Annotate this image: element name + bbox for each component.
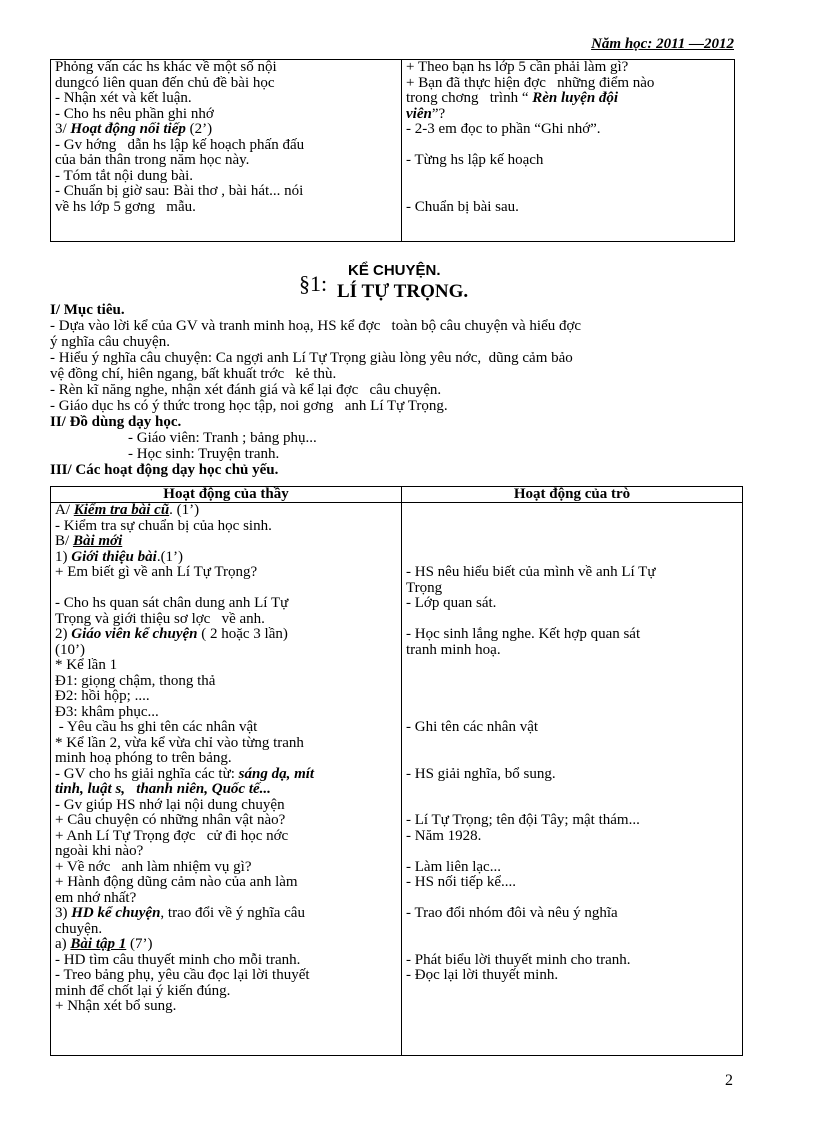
student-line: - HS nối tiếp kể.... — [406, 874, 516, 890]
teacher-line: A/ Kiểm tra bài cũ. (1’) — [55, 502, 200, 518]
teacher-column-header: Hoạt động của thầy — [51, 487, 402, 503]
student-line — [406, 705, 738, 721]
student-line — [406, 138, 730, 154]
student-line — [406, 689, 738, 705]
teacher-line: Đ2: hồi hộp; .... — [55, 688, 150, 704]
teacher-line — [55, 581, 397, 597]
teacher-line: * Kể lần 2, vừa kể vừa chỉ vào từng tranh — [55, 734, 304, 751]
student-line: - 2-3 em đọc to phần “Ghi nhớ”. — [406, 121, 601, 137]
student-line — [406, 184, 730, 200]
teacher-line: em nhớ nhất? — [55, 889, 137, 906]
activities-heading: III/ Các hoạt động dạy học chủ yếu. — [50, 462, 279, 478]
teacher-line — [55, 782, 397, 798]
objective-line: - Dựa vào lời kể của GV và tranh minh hoạ, HS kể đợc toàn bộ câu chuyện và hiểu đợc — [50, 318, 582, 334]
student-line: - Ghi tên các nhân vật — [406, 719, 539, 735]
objectives-heading: I/ Mục tiêu. — [50, 302, 125, 318]
teacher-line: của bản thân trong năm học này. — [55, 152, 250, 168]
lesson-title: LÍ TỰ TRỌNG. — [337, 281, 469, 302]
objective-line: - Hiểu ý nghĩa câu chuyện: Ca ngợi anh Lí Tự Trọng giàu lòng yêu nớc, dũng cảm bảo — [50, 350, 573, 366]
teacher-line: - Chuẩn bị giờ sau: Bài thơ , bài hát... nói — [55, 183, 304, 199]
student-line-emphasis: viên — [406, 105, 432, 122]
student-column-header: Hoạt động của trò — [402, 487, 743, 503]
teacher-line: + Về nớc anh làm nhiệm vụ gì? — [55, 858, 252, 875]
teacher-line: ngoài khi nào? — [55, 843, 144, 859]
student-activities — [402, 503, 743, 1056]
teacher-line: 3) HD kể chuyện, trao đổi về ý nghĩa câu — [55, 905, 305, 921]
teacher-line: - Gv hớng dẫn hs lập kế hoạch phấn đấu — [55, 136, 305, 153]
student-line — [406, 169, 730, 185]
teacher-line: - Cho hs quan sát chân dung anh Lí Tự — [55, 595, 289, 611]
student-line: - Phát biểu lời thuyết minh cho tranh. — [406, 951, 631, 968]
objective-line: - Giáo dục hs có ý thức trong học tập, noi gơng anh Lí Tự Trọng. — [50, 398, 448, 414]
teacher-line: 2) Giáo viên kể chuyện ( 2 hoặc 3 lần) — [55, 626, 288, 642]
student-line: - HS nêu hiểu biết của mình về anh Lí Tự — [406, 564, 656, 580]
student-line: - Từng hs lập kế hoạch — [406, 152, 544, 168]
teacher-line: minh để chốt lại ý kiến đúng. — [55, 982, 231, 999]
teacher-line: dungcó liên quan đến chủ đề bài học — [55, 74, 275, 91]
teacher-line: - Treo bảng phụ, yêu cầu đọc lại lời thuyết — [55, 967, 310, 983]
student-line — [406, 922, 738, 938]
teacher-line: B/ Bài mới — [55, 533, 123, 549]
teacher-line-emphasis: Giới thiệu bài — [71, 548, 157, 565]
teacher-line: Đ1: giọng chậm, thong thả — [55, 672, 216, 689]
student-line — [406, 550, 738, 566]
teacher-line-emphasis: Kiểm tra bài cũ — [73, 502, 170, 518]
activities-table — [50, 486, 743, 1056]
student-line: - Trao đổi nhóm đôi và nêu ý nghĩa — [406, 905, 618, 921]
teacher-line: + Hành động dũng cảm nào của anh làm — [55, 874, 298, 890]
materials-heading: II/ Đồ dùng dạy học. — [50, 414, 182, 430]
page-number: 2 — [725, 1072, 733, 1089]
student-line — [406, 937, 738, 953]
material-line: - Giáo viên: Tranh ; bảng phụ... — [128, 430, 317, 446]
teacher-line: a) Bài tập 1 (7’) — [55, 936, 153, 952]
teacher-line: 1) Giới thiệu bài.(1’) — [55, 548, 184, 565]
student-line: - Lớp quan sát. — [406, 595, 497, 611]
objective-line: - Rèn kĩ năng nghe, nhận xét đánh giá và kể lại đợc câu chuyện. — [50, 382, 442, 398]
material-line: - Học sinh: Truyện tranh. — [128, 446, 280, 462]
student-line — [406, 658, 738, 674]
teacher-line: 3/ Hoạt động nối tiếp (2’) — [55, 121, 213, 137]
teacher-line: - Nhận xét và kết luận. — [55, 90, 192, 106]
objective-line: ý nghĩa câu chuyện. — [50, 334, 170, 350]
student-line — [406, 503, 738, 519]
teacher-line: - Kiểm tra sự chuẩn bị của học sinh. — [55, 517, 272, 534]
teacher-line: + Câu chuyện có những nhân vật nào? — [55, 812, 286, 828]
student-line — [406, 519, 738, 535]
teacher-activities — [51, 503, 402, 1056]
student-line — [406, 782, 738, 798]
student-line — [406, 736, 738, 752]
lesson-subject: KỂ CHUYỆN. — [348, 262, 441, 279]
teacher-line: Đ3: khâm phục... — [55, 703, 159, 720]
student-line: trong chơng trình “ Rèn luyện đội — [406, 90, 619, 106]
teacher-line: + Nhận xét bổ sung. — [55, 998, 177, 1014]
objectives-section — [50, 302, 581, 478]
teacher-line-emphasis: sáng dạ, mít — [238, 765, 315, 782]
student-line: tranh minh hoạ. — [406, 641, 501, 658]
school-year-header: Năm học: 2011 —2012 — [591, 36, 734, 52]
student-line: viên”? — [406, 105, 446, 122]
teacher-line-emphasis: tinh, luật s, thanh niên, Quốc tế... — [55, 781, 271, 797]
teacher-line: Phỏng vấn các hs khác về một số nội — [55, 59, 277, 75]
teacher-line-emphasis: Bài tập 1 — [70, 936, 127, 952]
teacher-line-emphasis: Hoạt động nối tiếp — [70, 121, 186, 137]
teacher-line: - Gv giúp HS nhớ lại nội dung chuyện — [55, 796, 285, 813]
student-line — [406, 891, 738, 907]
student-line: - HS giải nghĩa, bổ sung. — [406, 765, 556, 782]
teacher-line-emphasis: HD kể chuyện — [71, 905, 161, 921]
student-line — [406, 844, 738, 860]
student-line — [406, 534, 738, 550]
teacher-line: + Anh Lí Tự Trọng đợc cử đi học nớc — [55, 827, 289, 844]
teacher-line: + Em biết gì về anh Lí Tự Trọng? — [55, 564, 258, 580]
teacher-line: Trọng và giới thiệu sơ lợc về anh. — [55, 610, 265, 627]
student-column — [402, 60, 735, 242]
student-line — [406, 751, 738, 767]
section-number: §1: — [299, 271, 328, 296]
student-line — [406, 999, 738, 1015]
student-line: - Đọc lại lời thuyết minh. — [406, 967, 559, 983]
teacher-line: - GV cho hs giải nghĩa các từ: sáng dạ, mít — [55, 765, 315, 782]
student-line — [406, 984, 738, 1000]
teacher-line: chuyện. — [55, 920, 103, 937]
teacher-line: (10’) — [55, 641, 85, 658]
teacher-line: - Cho hs nêu phần ghi nhớ — [55, 105, 214, 122]
student-line: - Lí Tự Trọng; tên đội Tây; mật thám... — [406, 812, 640, 828]
student-line: + Bạn đã thực hiện đợc những điểm nào — [406, 74, 655, 91]
teacher-line: - HD tìm câu thuyết minh cho mỗi tranh. — [55, 951, 301, 968]
student-line: Trọng — [406, 579, 443, 596]
student-line — [406, 674, 738, 690]
teacher-line: - Tóm tắt nội dung bài. — [55, 167, 194, 184]
student-line — [406, 798, 738, 814]
teacher-line-emphasis: Bài mới — [72, 533, 123, 549]
student-line: - Chuẩn bị bài sau. — [406, 198, 519, 215]
student-line: - Học sinh lắng nghe. Kết hợp quan sát — [406, 626, 641, 642]
student-line-emphasis: Rèn luyện đội — [532, 90, 619, 106]
teacher-column — [51, 60, 402, 242]
student-line: - Làm liên lạc... — [406, 858, 501, 875]
teacher-line: * Kể lần 1 — [55, 657, 118, 673]
objective-line: vệ đồng chí, hiên ngang, bất khuất trớc kẻ thù. — [50, 366, 337, 382]
teacher-line-emphasis: Giáo viên kể chuyện — [71, 626, 198, 642]
continuation-table — [50, 59, 735, 242]
student-line — [406, 612, 738, 628]
student-line: + Theo bạn hs lớp 5 cần phải làm gì? — [406, 59, 629, 75]
student-line: - Năm 1928. — [406, 827, 482, 844]
teacher-line: minh hoạ phóng to trên bảng. — [55, 750, 232, 766]
teacher-line: về hs lớp 5 gơng mẫu. — [55, 198, 196, 215]
teacher-line: - Yêu cầu hs ghi tên các nhân vật — [55, 719, 258, 735]
